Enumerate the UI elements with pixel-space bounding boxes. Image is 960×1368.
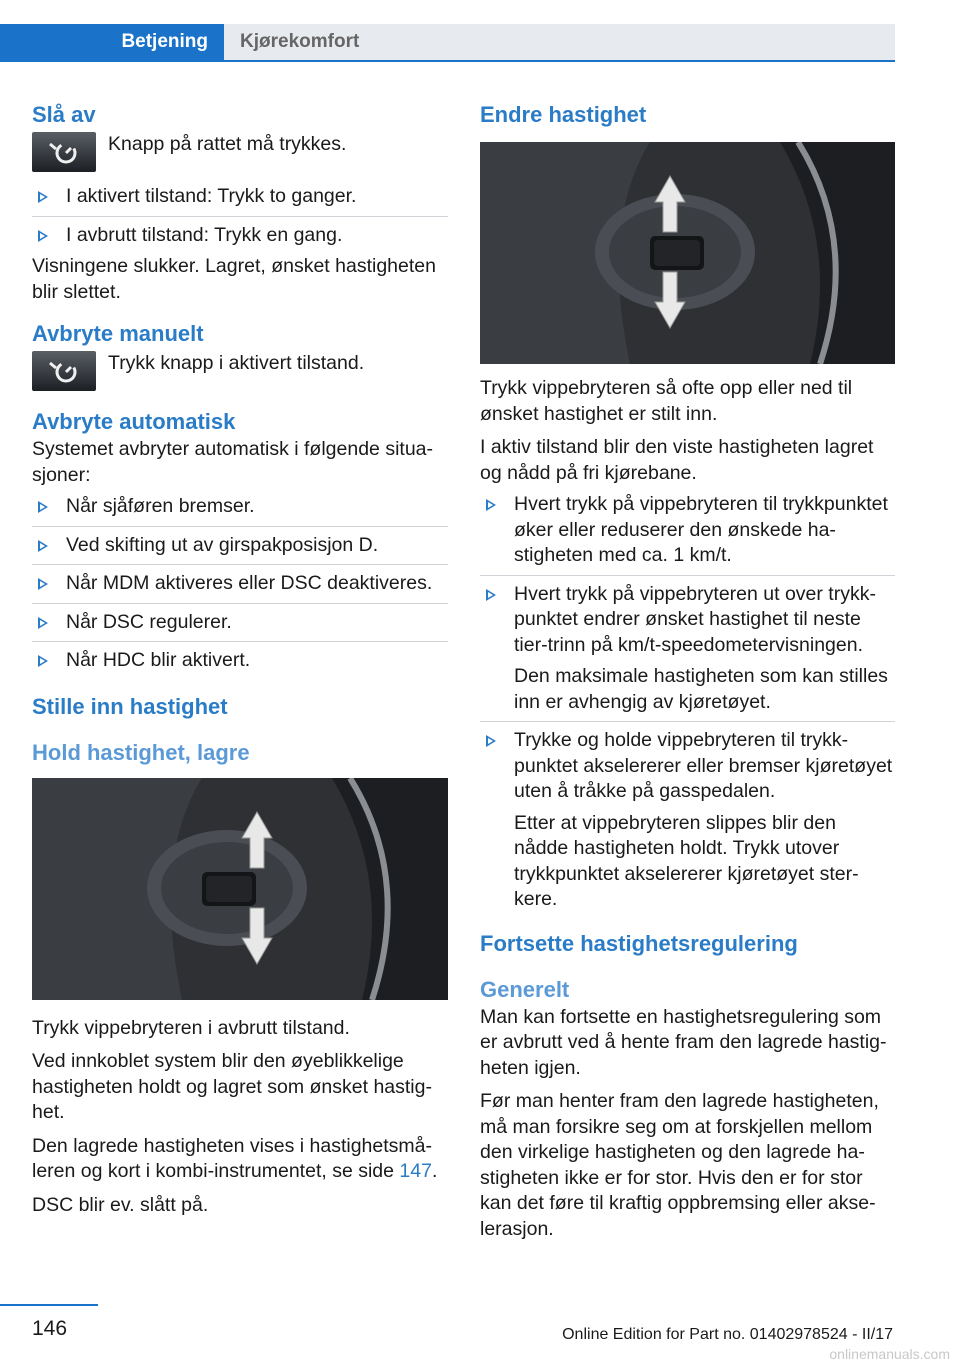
steering-wheel-rocker-photo	[32, 778, 448, 1000]
left-column	[32, 100, 448, 1226]
tab-betjening[interactable]: Betjening	[0, 24, 224, 60]
change-p2: I aktiv tilstand blir den viste hastigheten lagret og nådd på fri kjørebane.	[480, 436, 874, 484]
list-item: Når sjåføren bremser.	[32, 494, 448, 527]
section-title-manual: Avbryte manuelt	[32, 321, 204, 346]
triangle-bullet-icon	[486, 499, 496, 511]
cruise-control-button-icon	[32, 351, 96, 391]
header-divider	[0, 60, 895, 62]
manual-button-text: Trykk knapp i aktivert tilstand.	[108, 352, 365, 374]
triangle-bullet-icon	[38, 230, 48, 242]
hold-p4: DSC blir ev. slått på.	[32, 1193, 209, 1216]
off-bullet-list	[32, 184, 448, 250]
header	[0, 24, 895, 62]
hold-p1: Trykk vippebryteren i avbrutt tilstand.	[32, 1016, 350, 1039]
auto-intro-text: Systemet avbryter automatisk i følgende situasjoner:	[32, 438, 434, 486]
section-title-auto: Avbryte automatisk	[32, 409, 236, 434]
triangle-bullet-icon	[38, 501, 48, 513]
list-item: I aktivert tilstand: Trykk to ganger.	[32, 184, 448, 217]
list-item: Når MDM aktiveres eller DSC deaktiveres.	[32, 571, 448, 604]
page-link-147[interactable]: 147	[399, 1160, 432, 1182]
change-bullet-list	[480, 492, 895, 919]
section-title-resume: Fortsette hastighetsregulering	[480, 930, 798, 956]
off-button-row	[32, 132, 448, 172]
list-item: Når DSC regulerer.	[32, 610, 448, 643]
triangle-bullet-icon	[486, 589, 496, 601]
section-title-off: Slå av	[32, 102, 96, 127]
general-p1: Man kan fortsette en hastighetsregulering som er avbrutt ved å hente fram den lagrede hastigheten igjen.	[480, 1005, 887, 1079]
change-p1: Trykk vippebryteren så ofte opp eller ned til ønsket hastighet er stilt inn.	[480, 377, 853, 425]
page-number: 146	[32, 1317, 68, 1340]
hold-p2: Ved innkoblet system blir den øyeblikkelige hastigheten holdt og lagret som ønsket hastighet.	[32, 1050, 432, 1123]
section-title-set-speed: Stille inn hastighet	[32, 693, 228, 719]
list-item: Trykke og holde vippebryteren til trykkpunktet akselererer eller bremser kjøretøyet uten å tråkke på gasspedalen. Etter at vippebryteren slippes blir den nådde hastigheten holdt. Trykk utover trykkpunktet akselererer kjøretøyet sterkere.	[480, 728, 895, 919]
off-result-text: Visningene slukker. Lagret, ønsket hastigheten blir slettet.	[32, 255, 436, 303]
footer-divider	[0, 1304, 98, 1306]
list-item: Hvert trykk på vippebryteren til trykkpunktet øker eller reduserer den ønskede hastigheten med ca. 1 km/t.	[480, 492, 895, 576]
triangle-bullet-icon	[38, 578, 48, 590]
list-item: I avbrutt tilstand: Trykk en gang.	[32, 223, 448, 251]
edition-text: Online Edition for Part no. 01402978524 - II/17	[562, 1326, 893, 1343]
section-title-change-speed: Endre hastighet	[480, 102, 647, 127]
triangle-bullet-icon	[38, 617, 48, 629]
steering-wheel-rocker-photo	[480, 142, 895, 364]
cruise-control-button-icon	[32, 132, 96, 172]
triangle-bullet-icon	[38, 191, 48, 203]
off-button-text: Knapp på rattet må trykkes.	[108, 133, 347, 155]
general-p2: Før man henter fram den lagrede hastigheten, må man forsikre seg om at forskjellen mellom den virkelige hastigheten og den lagrede hastigheten ikke er for stor. Hvis den er for stor kan det føre til kraftig oppbremsing eller akselerasjon.	[480, 1090, 879, 1240]
list-item: Ved skifting ut av girspakposisjon D.	[32, 533, 448, 566]
manual-button-row	[32, 351, 448, 391]
auto-bullet-list	[32, 494, 448, 680]
triangle-bullet-icon	[38, 540, 48, 552]
section-title-hold-speed: Hold hastighet, lagre	[32, 739, 250, 765]
right-column	[480, 100, 895, 1250]
triangle-bullet-icon	[486, 735, 496, 747]
tab-kjorekomfort[interactable]: Kjørekomfort	[224, 24, 895, 60]
hold-p3: Den lagrede hastigheten vises i hastighetsmåleren og kort i kombi-instrumentet, se side 147.	[32, 1134, 438, 1182]
section-title-general: Generelt	[480, 976, 570, 1002]
list-item: Når HDC blir aktivert.	[32, 648, 448, 680]
watermark: onlinemanuals.com	[829, 1346, 950, 1362]
triangle-bullet-icon	[38, 655, 48, 667]
list-item: Hvert trykk på vippebryteren ut over trykkpunktet endrer ønsket hastighet til neste tier-trinn på km/t-speedometervisningen. Den maksimale hastigheten som kan stilles inn er avhengig av kjøretøyet.	[480, 582, 895, 723]
